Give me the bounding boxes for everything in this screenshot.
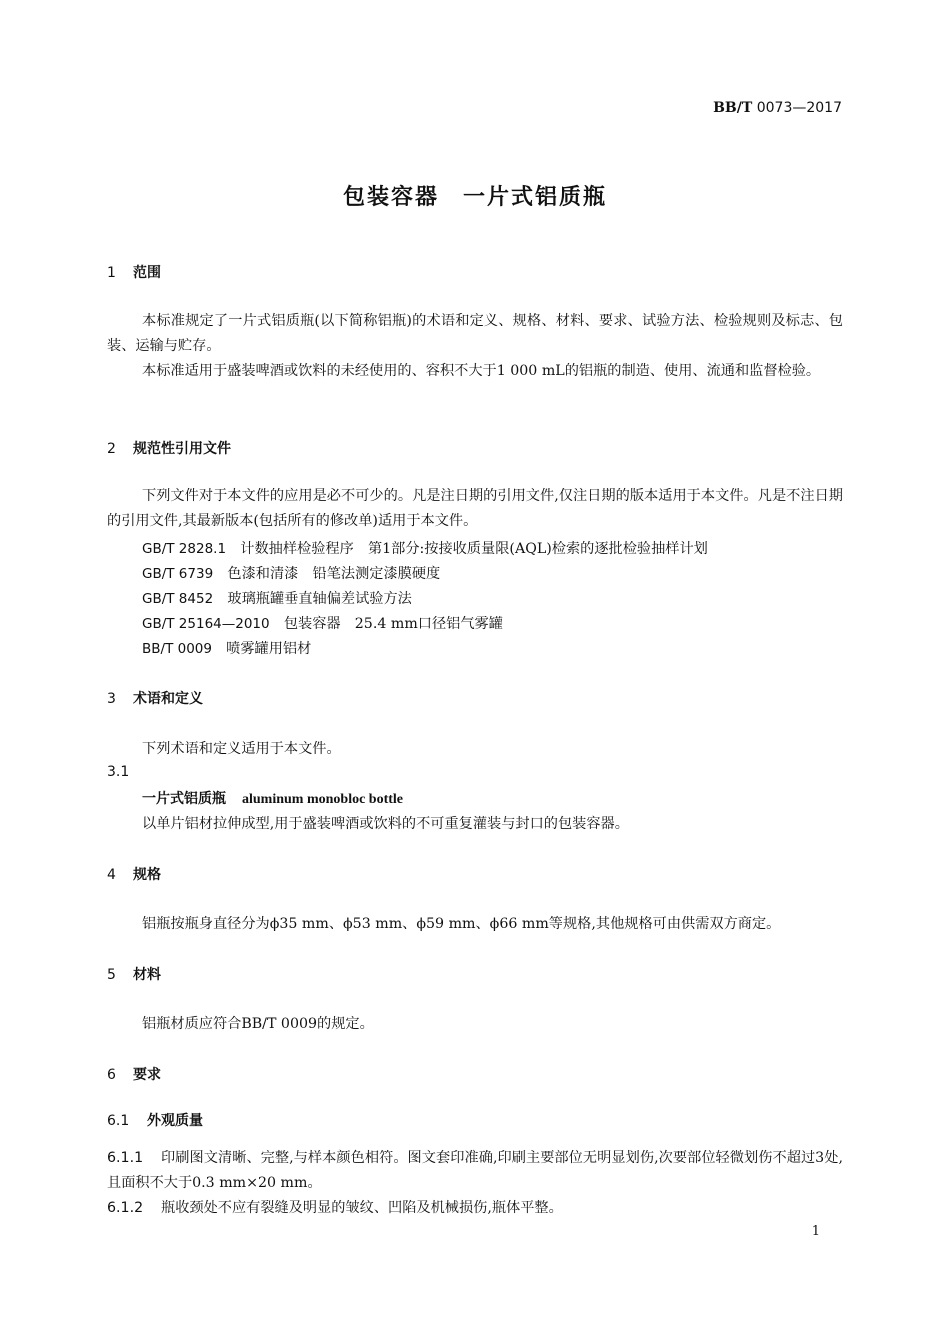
section-heading-normative-references: 2 规范性引用文件 [107, 441, 231, 457]
paragraph: 下列术语和定义适用于本文件。 [142, 741, 341, 757]
clause-6-1-1: 6.1.1 印刷图文清晰、完整,与样本颜色相符。图文套印准确,印刷主要部位无明显划伤,次要部位轻微划伤不超过3处,且面积不大于0.3 mm×20 mm。 [107, 1150, 843, 1191]
paragraph: 本标准适用于盛装啤酒或饮料的未经使用的、容积不大于1 000 mL的铝瓶的制造、使用、流通和监督检验。 [142, 363, 821, 379]
reference-item: BB/T 0009 喷雾罐用铝材 [142, 641, 312, 657]
subsection-heading-appearance: 6.1 外观质量 [107, 1113, 203, 1129]
reference-item: GB/T 6739 色漆和清漆 铅笔法测定漆膜硬度 [142, 566, 441, 582]
paragraph: 铝瓶按瓶身直径分为ϕ35 mm、ϕ53 mm、ϕ59 mm、ϕ66 mm等规格,其他规格可由供需双方商定。 [142, 916, 781, 932]
clause-6-1-2: 6.1.2 瓶收颈处不应有裂缝及明显的皱纹、凹陷及机械损伤,瓶体平整。 [107, 1200, 563, 1216]
section-heading-requirements: 6 要求 [107, 1067, 161, 1083]
term-definition: 以单片铝材拉伸成型,用于盛装啤酒或饮料的不可重复灌装与封口的包装容器。 [142, 816, 629, 832]
term-number: 3.1 [107, 764, 130, 780]
paragraph: 本标准规定了一片式铝质瓶(以下简称铝瓶)的术语和定义、规格、材料、要求、试验方法、检验规则及标志、包装、运输与贮存。 [107, 313, 843, 354]
reference-item: GB/T 25164—2010 包装容器 25.4 mm口径铝气雾罐 [142, 616, 503, 632]
term-entry: 一片式铝质瓶 aluminum monobloc bottle [142, 791, 404, 807]
standard-code: BB/T 0073—2017 [713, 100, 842, 116]
section-heading-scope: 1 范围 [107, 265, 161, 281]
section-heading-terms: 3 术语和定义 [107, 691, 203, 707]
reference-item: GB/T 8452 玻璃瓶罐垂直轴偏差试验方法 [142, 591, 412, 607]
paragraph: 铝瓶材质应符合BB/T 0009的规定。 [142, 1016, 374, 1032]
page-number: 1 [811, 1224, 820, 1239]
reference-item: GB/T 2828.1 计数抽样检验程序 第1部分:按接收质量限(AQL)检索的逐批检验抽样计划 [142, 541, 708, 557]
document-title: 包装容器 一片式铝质瓶 [342, 185, 607, 210]
section-heading-specifications: 4 规格 [107, 867, 161, 883]
paragraph: 下列文件对于本文件的应用是必不可少的。凡是注日期的引用文件,仅注日期的版本适用于本文件。凡是不注日期的引用文件,其最新版本(包括所有的修改单)适用于本文件。 [107, 488, 843, 529]
section-heading-materials: 5 材料 [107, 967, 161, 983]
